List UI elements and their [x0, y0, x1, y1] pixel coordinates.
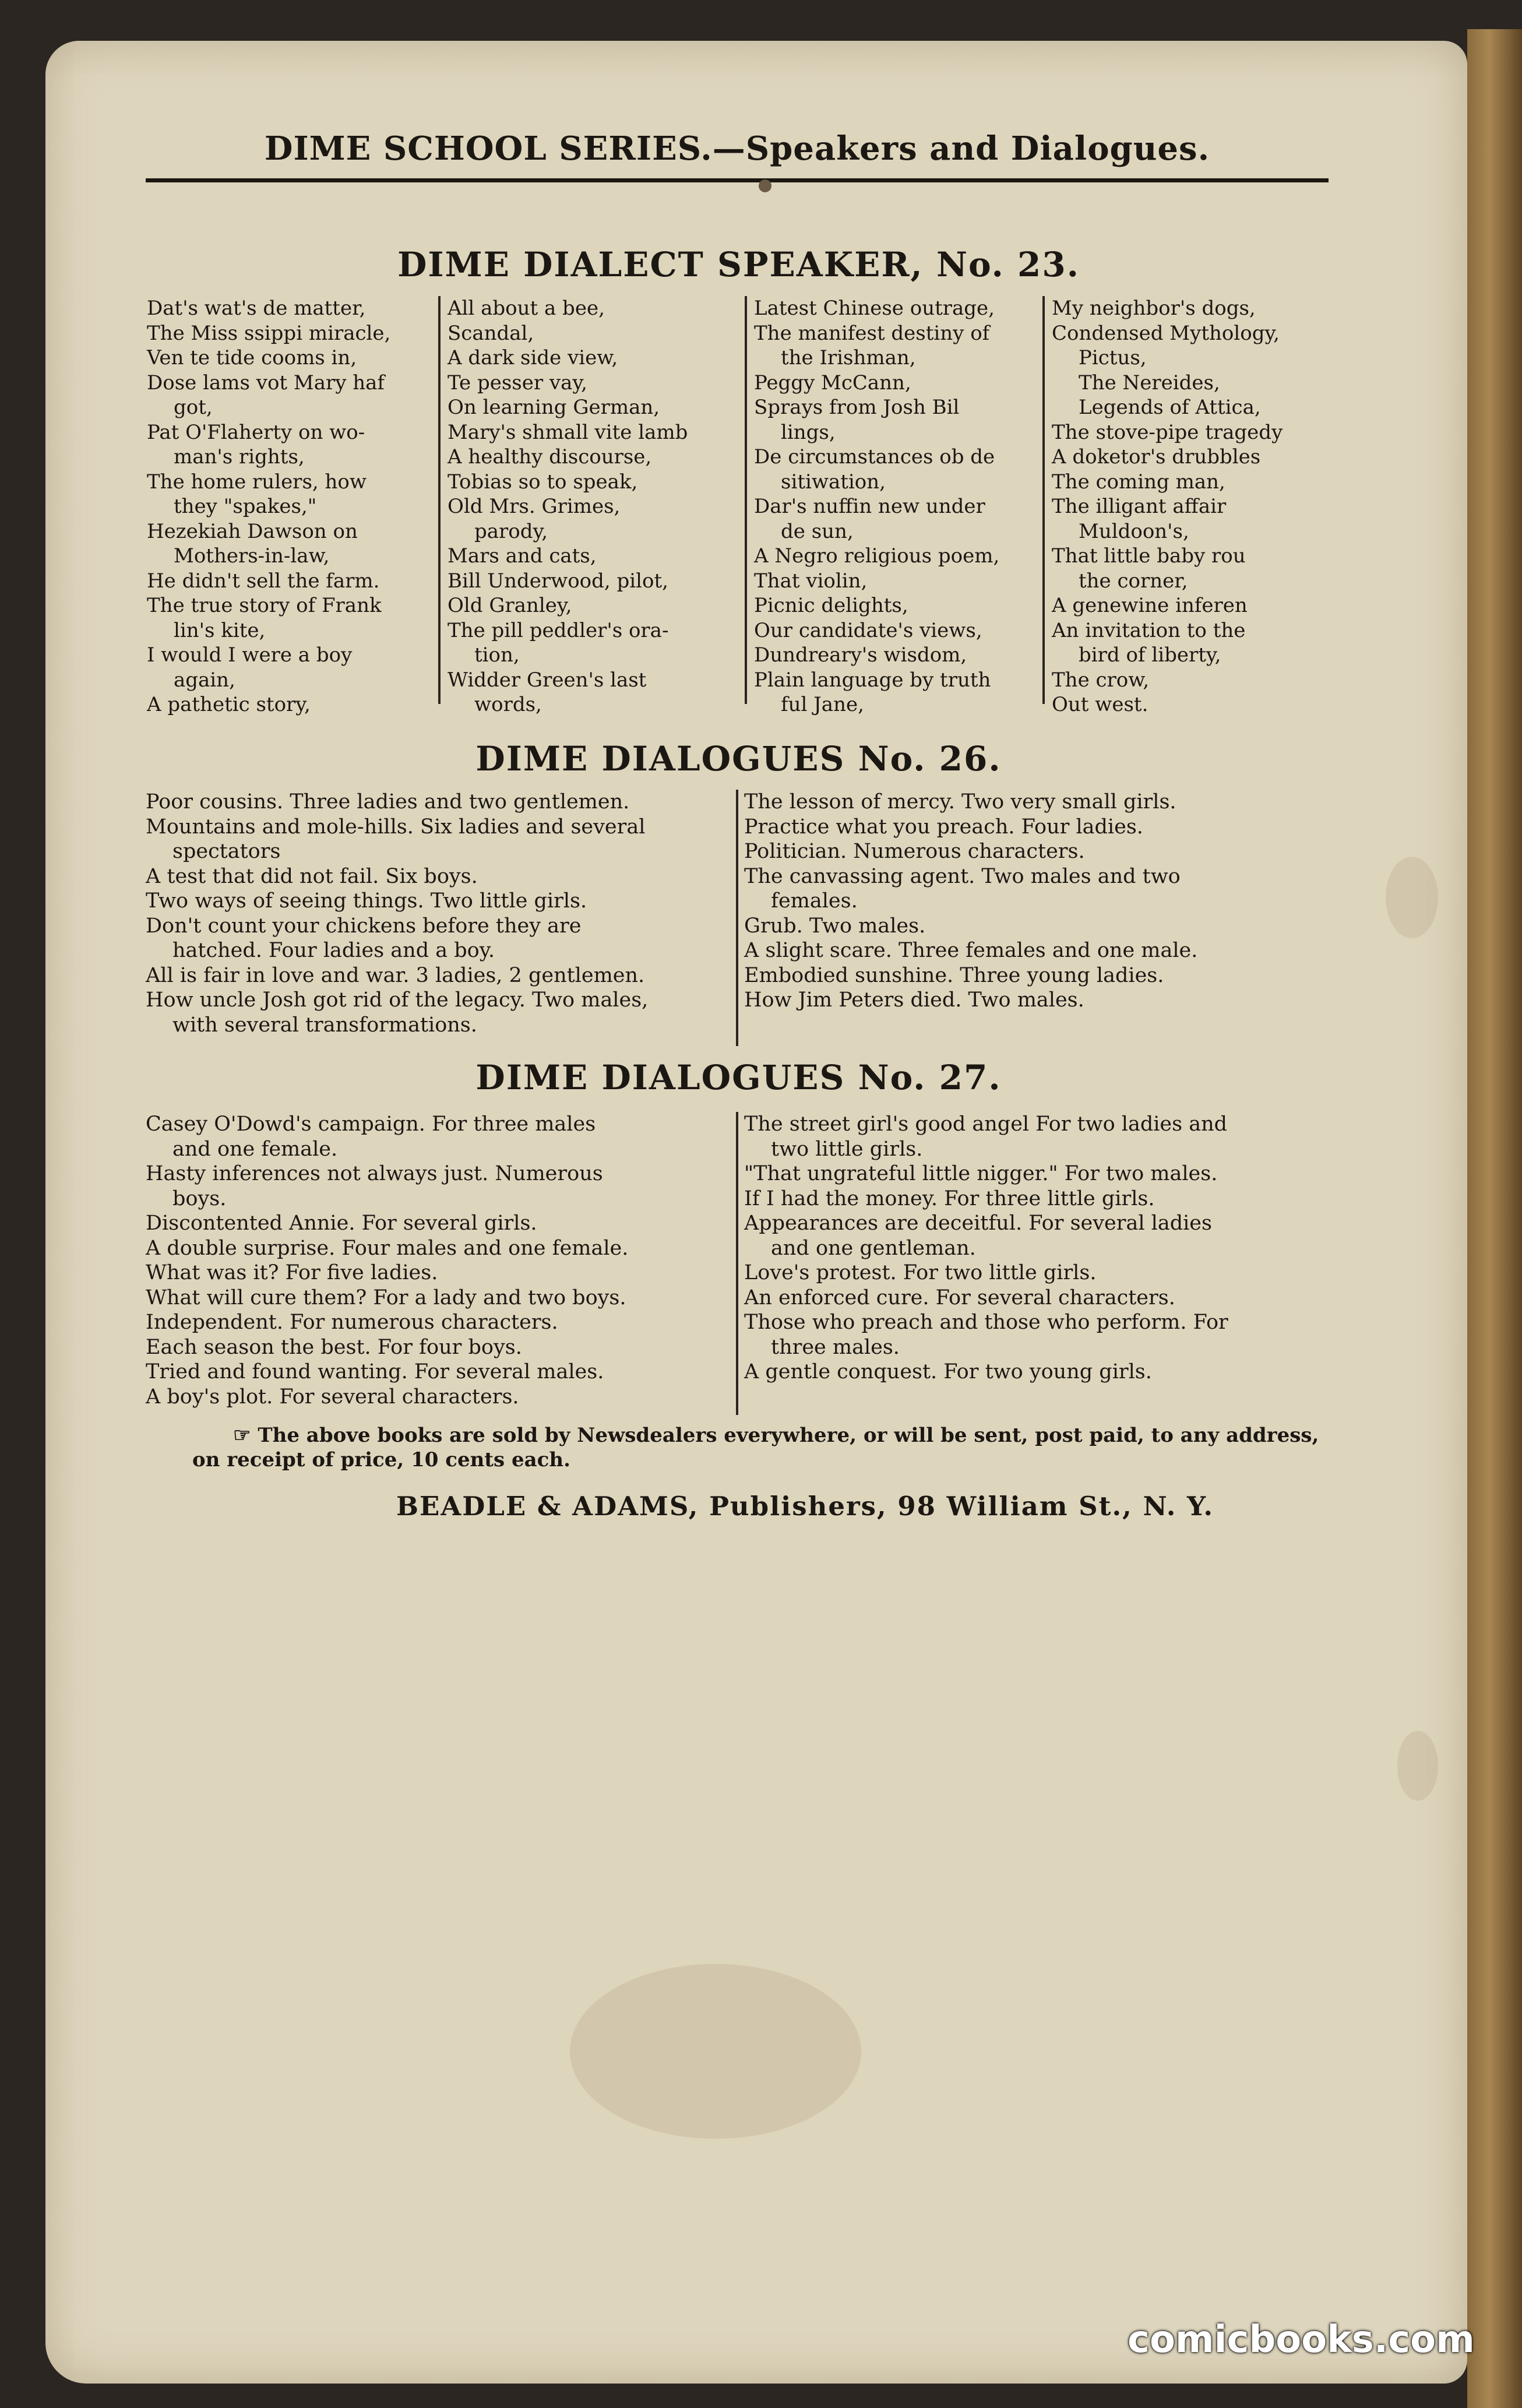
entry-line: "That ungrateful little nigger." For two males. — [744, 1162, 1218, 1185]
entry-line: All is fair in love and war. 3 ladies, 2 gentlemen. — [146, 963, 645, 987]
entry-line: Te pesser vay, — [448, 371, 587, 395]
dialogues-27-left — [140, 1112, 736, 1415]
entry-line: Grub. Two males. — [744, 914, 926, 938]
entry-line: A genewine inferen — [1052, 594, 1248, 617]
entry-line: hatched. Four ladies and a boy. — [172, 939, 495, 962]
entry-line: An enforced cure. For several characters. — [744, 1286, 1175, 1309]
entry-line: Don't count your chickens before they are — [146, 914, 582, 938]
entry-line: Picnic delights, — [754, 594, 908, 617]
entry-line: Embodied sunshine. Three young ladies. — [744, 963, 1164, 987]
entry-line: Peggy McCann, — [754, 371, 911, 395]
entry-line: Appearances are deceitful. For several ladies — [744, 1212, 1212, 1235]
entry-line: Tried and found wanting. For several males. — [146, 1360, 604, 1383]
entry-line: two little girls. — [771, 1137, 923, 1161]
entry-line: De circumstances ob de — [754, 445, 995, 469]
entry-line: Poor cousins. Three ladies and two gentlemen. — [146, 790, 630, 814]
entry-line: The Nereides, — [1079, 371, 1220, 395]
ink-dot — [759, 179, 771, 192]
entry-line: He didn't sell the farm. — [147, 569, 380, 593]
entry-line: Mary's shmall vite lamb — [448, 420, 688, 444]
speaker-23-col-2 — [438, 296, 745, 716]
entry-line: Our candidate's views, — [754, 618, 982, 642]
entry-line: A test that did not fail. Six boys. — [146, 864, 478, 888]
entry-line: sitiwation, — [781, 470, 886, 494]
dialogues-26-right — [736, 790, 1337, 1046]
entry-line: Dat's wat's de matter, — [147, 297, 366, 320]
series-header: DIME SCHOOL SERIES.—Speakers and Dialogues. — [146, 129, 1329, 182]
entry-line: Practice what you preach. Four ladies. — [744, 815, 1143, 839]
dialogues-27-title: DIME DIALOGUES No. 27. — [475, 1058, 1002, 1097]
entry-line: That little baby rou — [1052, 544, 1246, 568]
entry-line: Dundreary's wisdom, — [754, 643, 967, 667]
dialogues-26-columns — [140, 790, 1337, 1046]
sales-notice: ☞ The above books are sold by Newsdealers everywhere, or will be sent, post paid, to any address, on receipt of price, 10 cents each. — [192, 1424, 1319, 1471]
entry-line: A healthy discourse, — [448, 445, 652, 469]
dialogues-26-title: DIME DIALOGUES No. 26. — [475, 739, 1002, 779]
entry-line: got, — [174, 396, 213, 419]
dialogues-27-right — [736, 1112, 1337, 1415]
entry-line: A gentle conquest. For two young girls. — [744, 1360, 1152, 1383]
entry-line: The pill peddler's ora- — [448, 618, 669, 642]
entry-line: Each season the best. For four boys. — [146, 1335, 522, 1359]
entry-line: A slight scare. Three females and one male. — [744, 939, 1198, 962]
entry-line: Dose lams vot Mary haf — [147, 371, 385, 395]
entry-line: Pat O'Flaherty on wo- — [147, 420, 365, 444]
entry-line: Old Granley, — [448, 594, 572, 617]
speaker-23-col-1 — [140, 296, 438, 716]
entry-line: Ven te tide cooms in, — [147, 346, 357, 369]
entry-line: the Irishman, — [781, 346, 916, 369]
entry-line: and one gentleman. — [771, 1236, 976, 1260]
entry-line: words, — [474, 693, 542, 716]
entry-line: Legends of Attica, — [1079, 396, 1261, 419]
entry-line: Sprays from Josh Bil — [754, 396, 960, 419]
entry-line: The crow, — [1052, 668, 1150, 692]
entry-line: parody, — [474, 519, 548, 543]
entry-line: A Negro religious poem, — [754, 544, 1000, 568]
entry-line: and one female. — [172, 1137, 338, 1161]
entry-line: bird of liberty, — [1079, 643, 1221, 667]
entry-line: That violin, — [754, 569, 868, 593]
entry-line: tion, — [474, 643, 520, 667]
entry-line: with several transformations. — [172, 1013, 477, 1037]
entry-line: lin's kite, — [174, 618, 266, 642]
entry-line: they "spakes," — [174, 495, 317, 518]
entry-line: spectators — [172, 840, 281, 863]
entry-line: Two ways of seeing things. Two little girls. — [146, 889, 587, 913]
entry-line: The manifest destiny of — [754, 321, 990, 345]
entry-line: Muldoon's, — [1079, 519, 1189, 543]
entry-line: Dar's nuffin new under — [754, 495, 985, 518]
entry-line: Plain language by truth — [754, 668, 991, 692]
entry-line: again, — [174, 668, 235, 692]
entry-line: Those who preach and those who perform. For — [744, 1311, 1228, 1334]
entry-line: females. — [771, 889, 858, 913]
entry-line: What was it? For five ladies. — [146, 1261, 438, 1284]
entry-line: The street girl's good angel For two ladies and — [744, 1113, 1228, 1136]
entry-line: Widder Green's last — [448, 668, 647, 692]
entry-line: I would I were a boy — [147, 643, 353, 667]
entry-line: Bill Underwood, pilot, — [448, 569, 668, 593]
entry-line: How uncle Josh got rid of the legacy. Two males, — [146, 988, 649, 1012]
entry-line: A dark side view, — [448, 346, 618, 369]
entry-line: Hezekiah Dawson on — [147, 519, 358, 543]
entry-line: What will cure them? For a lady and two boys. — [146, 1286, 626, 1309]
entry-line: On learning German, — [448, 396, 660, 419]
entry-line: Old Mrs. Grimes, — [448, 495, 621, 518]
entry-line: The true story of Frank — [147, 594, 382, 617]
entry-line: Tobias so to speak, — [448, 470, 638, 494]
entry-line: Scandal, — [448, 321, 534, 345]
entry-line: How Jim Peters died. Two males. — [744, 988, 1084, 1012]
entry-line: de sun, — [781, 519, 854, 543]
entry-line: The canvassing agent. Two males and two — [744, 864, 1181, 888]
entry-line: lings, — [781, 420, 836, 444]
entry-line: All about a bee, — [448, 297, 605, 320]
entry-line: The coming man, — [1052, 470, 1225, 494]
entry-line: Hasty inferences not always just. Numerous — [146, 1162, 603, 1185]
entry-line: The home rulers, how — [147, 470, 367, 494]
entry-line: Mothers-in-law, — [174, 544, 330, 568]
entry-line: The illigant affair — [1052, 495, 1227, 518]
speaker-23-col-3 — [745, 296, 1042, 716]
entry-line: Out west. — [1052, 693, 1148, 716]
entry-line: My neighbor's dogs, — [1052, 297, 1256, 320]
entry-line: A double surprise. Four males and one female. — [146, 1236, 629, 1260]
entry-line: Latest Chinese outrage, — [754, 297, 995, 320]
entry-line: three males. — [771, 1335, 900, 1359]
entry-line: Mountains and mole-hills. Six ladies and several — [146, 815, 646, 839]
speaker-23-col-4 — [1042, 296, 1337, 716]
dialogues-26-left — [140, 790, 736, 1046]
entry-line: Mars and cats, — [448, 544, 597, 568]
entry-line: Politician. Numerous characters. — [744, 840, 1085, 863]
entry-line: boys. — [172, 1187, 227, 1210]
dialogues-27-columns — [140, 1112, 1337, 1415]
entry-line: The stove-pipe tragedy — [1052, 420, 1283, 444]
entry-line: The lesson of mercy. Two very small girls. — [744, 790, 1176, 814]
entry-line: An invitation to the — [1052, 618, 1246, 642]
entry-line: If I had the money. For three little girls. — [744, 1187, 1155, 1210]
entry-line: man's rights, — [174, 445, 305, 469]
entry-line: Casey O'Dowd's campaign. For three males — [146, 1113, 596, 1136]
speaker-23-columns — [140, 296, 1337, 716]
entry-line: Independent. For numerous characters. — [146, 1311, 558, 1334]
entry-line: A pathetic story, — [147, 693, 311, 716]
entry-line: Pictus, — [1079, 346, 1147, 369]
entry-line: A doketor's drubbles — [1052, 445, 1261, 469]
book-spine — [1467, 29, 1522, 2408]
site-watermark: comicbooks.com — [1128, 2318, 1475, 2361]
entry-line: A boy's plot. For several characters. — [146, 1385, 519, 1409]
entry-line: The Miss ssippi miracle, — [147, 321, 391, 345]
entry-line: ful Jane, — [781, 693, 864, 716]
entry-line: Love's protest. For two little girls. — [744, 1261, 1097, 1284]
speaker-23-title: DIME DIALECT SPEAKER, No. 23. — [397, 245, 1080, 284]
entry-line: the corner, — [1079, 569, 1188, 593]
entry-line: Condensed Mythology, — [1052, 321, 1280, 345]
entry-line: Discontented Annie. For several girls. — [146, 1212, 537, 1235]
publisher-line: BEADLE & ADAMS, Publishers, 98 William St., N. Y. — [396, 1491, 1214, 1522]
